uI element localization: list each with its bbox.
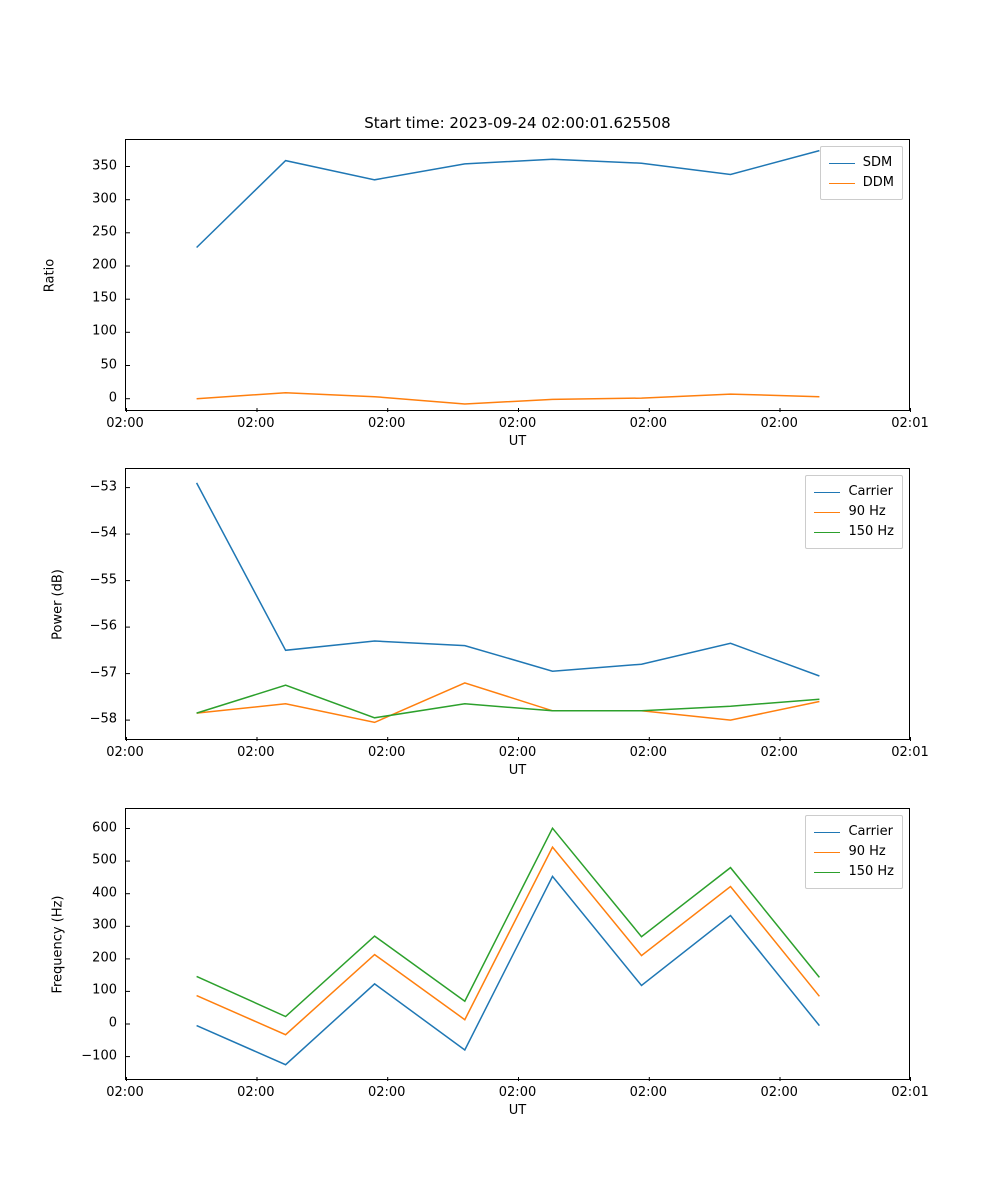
xtick-label: 02:01 xyxy=(891,416,929,431)
yaxis-label: Frequency (Hz) xyxy=(50,895,66,994)
xtick-label: 02:00 xyxy=(760,1085,798,1100)
ytick-label: 250 xyxy=(92,224,117,240)
legend-item xyxy=(814,502,894,522)
ytick-label: −56 xyxy=(89,618,117,634)
ytick-label: 400 xyxy=(92,885,117,901)
xtick-label: 02:00 xyxy=(629,745,668,760)
xtick-label: 02:00 xyxy=(498,745,537,760)
legend-item xyxy=(829,173,894,193)
ytick-label: 200 xyxy=(92,950,117,966)
ytick-label: −57 xyxy=(89,665,117,681)
yaxis-label: Power (dB) xyxy=(50,569,66,640)
legend-item xyxy=(814,482,894,502)
legend-label-150hz: 150 Hz xyxy=(848,524,894,540)
xtick-label: 02:00 xyxy=(237,745,275,760)
xaxis-label: UT xyxy=(508,763,527,778)
ytick-label: 150 xyxy=(92,290,117,306)
xtick-label: 02:00 xyxy=(629,1085,668,1100)
ytick-label: 300 xyxy=(92,917,117,933)
xtick-label: 02:00 xyxy=(106,745,144,760)
legend-item xyxy=(814,862,894,882)
legend-label-90hz: 90 Hz xyxy=(848,504,886,520)
plot-title: Start time: 2023-09-24 02:00:01.625508 xyxy=(364,114,671,132)
ytick-label: 500 xyxy=(92,852,117,868)
xaxis-label: UT xyxy=(508,1103,527,1118)
axes-power xyxy=(125,468,910,740)
legend-frequency xyxy=(805,815,903,889)
xtick-label: 02:00 xyxy=(760,745,798,760)
panel-power xyxy=(0,440,1000,780)
legend-ratio xyxy=(820,146,903,200)
ytick-label: 100 xyxy=(92,323,117,339)
xaxis-label: UT xyxy=(508,434,527,449)
xtick-label: 02:00 xyxy=(237,416,275,431)
ytick-label: 100 xyxy=(92,982,117,998)
plot-lines-ratio xyxy=(126,140,911,412)
legend-swatch-carrier xyxy=(814,492,840,493)
ytick-label: −58 xyxy=(89,711,117,727)
axes-ratio xyxy=(125,114,910,411)
xtick-label: 02:00 xyxy=(106,1085,144,1100)
legend-label-150hz: 150 Hz xyxy=(848,864,894,880)
legend-swatch-90hz xyxy=(814,852,840,853)
xtick-label: 02:00 xyxy=(367,1085,406,1100)
legend-item xyxy=(814,842,894,862)
legend-item xyxy=(829,153,894,173)
ytick-label: −55 xyxy=(89,572,117,588)
legend-swatch-sdm xyxy=(829,163,855,164)
ytick-label: 600 xyxy=(92,820,117,835)
legend-label-sdm: SDM xyxy=(862,155,893,170)
xtick-label: 02:00 xyxy=(498,416,537,431)
legend-label-90hz: 90 Hz xyxy=(848,844,886,860)
xtick-label: 02:00 xyxy=(367,416,406,431)
legend-label-carrier: Carrier xyxy=(848,484,893,499)
axes-frequency xyxy=(125,808,910,1080)
ytick-label: 50 xyxy=(100,357,117,372)
ytick-label: 350 xyxy=(92,158,117,173)
xtick-label: 02:00 xyxy=(629,416,668,431)
legend-swatch-150hz xyxy=(814,872,840,873)
ytick-label: 0 xyxy=(108,390,117,406)
ytick-label: 200 xyxy=(92,257,117,273)
legend-swatch-150hz xyxy=(814,532,840,533)
ytick-label: 0 xyxy=(108,1015,117,1031)
legend-item xyxy=(814,822,894,842)
legend-label-carrier: Carrier xyxy=(848,824,893,839)
xtick-label: 02:00 xyxy=(106,416,144,431)
xtick-label: 02:00 xyxy=(237,1085,275,1100)
yaxis-label: Ratio xyxy=(42,258,58,293)
ytick-label: −54 xyxy=(89,525,117,541)
xtick-label: 02:01 xyxy=(891,745,929,760)
legend-item xyxy=(814,522,894,542)
ytick-label: −53 xyxy=(89,479,117,495)
xtick-label: 02:01 xyxy=(891,1085,929,1100)
panel-ratio xyxy=(0,0,1000,449)
legend-label-ddm: DDM xyxy=(862,175,894,191)
panel-frequency xyxy=(0,780,1000,1120)
legend-swatch-carrier xyxy=(814,832,840,833)
plot-lines-frequency xyxy=(126,809,911,1081)
legend-swatch-90hz xyxy=(814,512,840,513)
ytick-label: −100 xyxy=(81,1048,117,1064)
xtick-label: 02:00 xyxy=(498,1085,537,1100)
plot-lines-power xyxy=(126,469,911,741)
xtick-label: 02:00 xyxy=(760,416,798,431)
legend-power xyxy=(805,475,903,549)
legend-swatch-ddm xyxy=(829,183,855,184)
xtick-label: 02:00 xyxy=(367,745,406,760)
ytick-label: 300 xyxy=(92,191,117,207)
